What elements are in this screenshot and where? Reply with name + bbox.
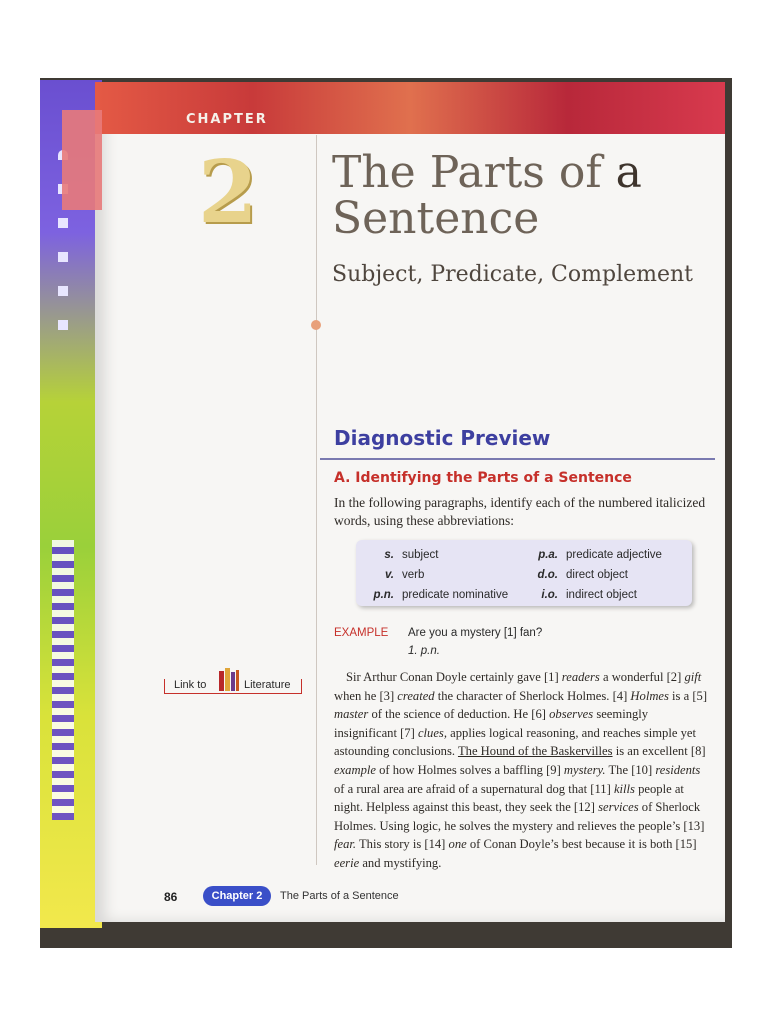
abbr-label: subject: [402, 549, 439, 561]
chapter-number: 2: [198, 142, 258, 243]
instructions: In the following paragraphs, identify each of the numbered italicized words, using these abbreviations:: [334, 495, 706, 528]
abbr-label: predicate adjective: [566, 549, 662, 561]
title-line1-a: The Parts of: [332, 147, 602, 198]
link-to-literature[interactable]: [164, 675, 302, 694]
abbr-key: v.: [385, 569, 394, 581]
chapter-pill: Chapter 2: [203, 886, 271, 906]
page-tab: [62, 110, 102, 210]
abbr-row: [364, 565, 668, 585]
example-label: EXAMPLE: [334, 627, 389, 639]
abbr-label: indirect object: [566, 589, 637, 601]
link-right-bar: [301, 679, 302, 693]
chapter-label: CHAPTER: [186, 112, 268, 127]
books-icon: [218, 667, 240, 691]
abbr-label: verb: [402, 569, 425, 581]
abbreviation-box: [356, 540, 692, 606]
example-question: Are you a mystery [1] fan?: [408, 627, 543, 639]
abbr-key: p.a.: [538, 549, 558, 561]
link-suffix: Literature: [244, 679, 291, 691]
title-line1-b: a: [601, 147, 642, 198]
example-answer: 1. p.n.: [408, 645, 440, 657]
page-edge-stripes: [52, 540, 74, 820]
abbr-label: direct object: [566, 569, 629, 581]
page-number: 86: [164, 890, 178, 904]
abbr-row: [364, 545, 668, 565]
page-subtitle: Subject, Predicate, Complement: [332, 262, 694, 287]
title-line2: Sentence: [332, 193, 540, 245]
abbr-label: predicate nominative: [402, 589, 509, 601]
section-a-heading: A. Identifying the Parts of a Sentence: [334, 470, 632, 486]
exercise-paragraph: Sir Arthur Conan Doyle certainly gave [1] readers a wonderful [2] gift when he [3] created the character of Sherlock Holmes. [4] Holmes is a [5] master of the science of deduction. He [6] observes seemingly insignificant [7] clues, applies logical reasoning, and reaches simple yet astounding conclusions. The Hound of the Baskervilles is an excellent [8] example of how Holmes solves a baffling [9] mystery. The [10] residents of a rural area are afraid of a supernatural dog that [11] kills people at night. Helpless against this beast, they seek the [12] services of Sherlock Holmes. Using logic, he solves the mystery and relieves the people’s [13] fear. This story is [14] one of Conan Doyle’s best because it is both [15] eerie and mystifying.: [334, 670, 708, 870]
abbr-key: p.n.: [373, 589, 394, 601]
link-left-bar: [164, 679, 165, 693]
link-prefix: Link to: [174, 679, 207, 691]
abbr-key: i.o.: [541, 589, 558, 601]
rule-dot: [311, 320, 321, 330]
abbr-key: d.o.: [537, 569, 558, 581]
diagnostic-heading: Diagnostic Preview: [334, 426, 551, 450]
abbr-key: s.: [384, 549, 394, 561]
abbr-row: [364, 585, 668, 605]
vertical-rule: [316, 135, 317, 865]
page-title: [332, 147, 642, 245]
heading-rule: [320, 458, 715, 460]
footer-chapter-title: The Parts of a Sentence: [280, 890, 399, 902]
